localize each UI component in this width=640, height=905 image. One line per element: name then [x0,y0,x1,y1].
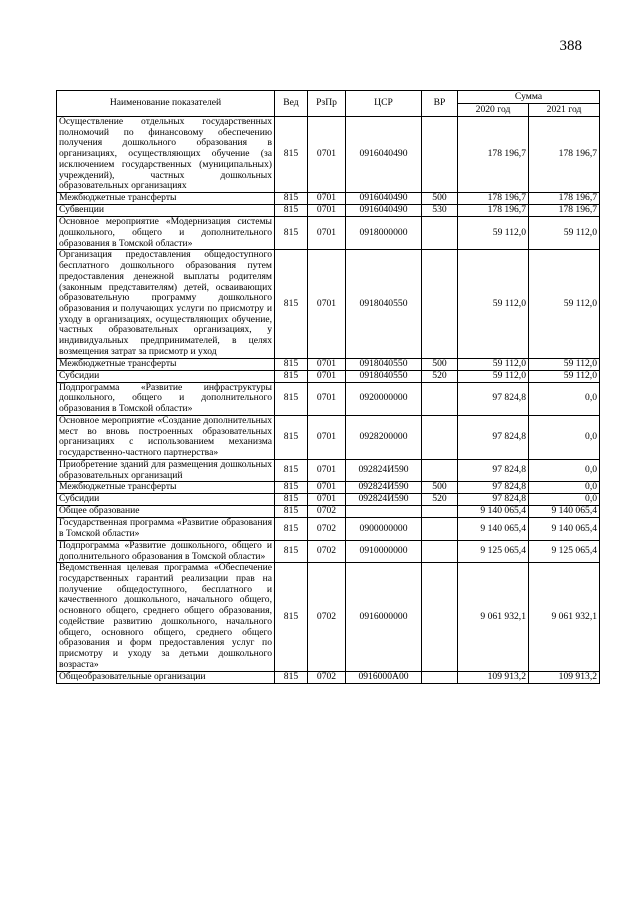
header-vr: ВР [422,91,458,117]
cell-name: Межбюджетные трансферты [57,358,275,370]
table-row [57,415,600,459]
cell-y2020: 59 112,0 [458,250,529,358]
cell-name: Общее образование [57,506,275,518]
cell-csr: 092824И590 [346,494,422,506]
cell-rzpr: 0702 [308,540,346,562]
cell-rzpr: 0701 [308,415,346,459]
cell-vr [422,459,458,481]
cell-y2021: 0,0 [529,382,600,415]
cell-rzpr: 0701 [308,217,346,250]
cell-vr [422,671,458,683]
cell-csr: 092824И590 [346,459,422,481]
table-row [57,459,600,481]
cell-csr: 0916000000 [346,563,422,671]
table-row [57,217,600,250]
cell-y2021: 0,0 [529,459,600,481]
header-name: Наименование показателей [57,91,275,117]
cell-vr [422,117,458,193]
cell-y2020: 97 824,8 [458,382,529,415]
table-row [57,518,600,540]
cell-ved: 815 [275,563,308,671]
cell-name: Государственная программа «Развитие образования в Томской области» [57,518,275,540]
cell-ved: 815 [275,382,308,415]
cell-rzpr: 0702 [308,563,346,671]
page-number: 388 [559,38,582,54]
cell-y2021: 109 913,2 [529,671,600,683]
cell-csr: 0920000000 [346,382,422,415]
cell-y2021: 59 112,0 [529,370,600,382]
header-sum: Сумма [458,91,600,104]
cell-name: Ведомственная целевая программа «Обеспечение государственных гарантий реализации прав на получение общедоступного, бесплатного и качественного дошкольного, начального общего, основного общего, среднего общего образования, содействие развитию дошкольного, начального общего, основного общего, среднего общего образования и форм предоставления услуг по присмотру и уходу за детьми дошкольного возраста» [57,563,275,671]
cell-rzpr: 0701 [308,117,346,193]
cell-y2020: 97 824,8 [458,459,529,481]
cell-csr: 0916040490 [346,117,422,193]
cell-csr: 0928200000 [346,415,422,459]
cell-vr: 520 [422,494,458,506]
cell-y2020: 178 196,7 [458,117,529,193]
cell-csr: 0918040550 [346,250,422,358]
table-row [57,370,600,382]
cell-y2021: 9 140 065,4 [529,506,600,518]
cell-vr [422,540,458,562]
header-2020: 2020 год [458,104,529,117]
table-row [57,506,600,518]
cell-vr [422,563,458,671]
cell-csr: 0900000000 [346,518,422,540]
cell-rzpr: 0701 [308,370,346,382]
cell-vr [422,415,458,459]
cell-y2021: 9 125 065,4 [529,540,600,562]
cell-y2020: 59 112,0 [458,370,529,382]
cell-y2020: 97 824,8 [458,482,529,494]
table-row [57,117,600,193]
cell-ved: 815 [275,415,308,459]
cell-ved: 815 [275,250,308,358]
table-row [57,540,600,562]
header-ved: Вед [275,91,308,117]
header-2021: 2021 год [529,104,600,117]
cell-y2021: 9 061 932,1 [529,563,600,671]
header-rzpr: РзПр [308,91,346,117]
cell-ved: 815 [275,205,308,217]
cell-y2021: 9 140 065,4 [529,518,600,540]
cell-y2021: 178 196,7 [529,205,600,217]
cell-y2020: 178 196,7 [458,205,529,217]
cell-y2020: 59 112,0 [458,358,529,370]
cell-name: Приобретение зданий для размещения дошкольных образовательных организаций [57,459,275,481]
table-row [57,382,600,415]
table-row [57,563,600,671]
cell-ved: 815 [275,540,308,562]
cell-name: Субсидии [57,494,275,506]
cell-y2021: 0,0 [529,415,600,459]
cell-ved: 815 [275,370,308,382]
cell-csr [346,506,422,518]
cell-vr: 530 [422,205,458,217]
cell-ved: 815 [275,482,308,494]
cell-vr [422,217,458,250]
cell-y2021: 178 196,7 [529,193,600,205]
cell-y2020: 109 913,2 [458,671,529,683]
cell-ved: 815 [275,117,308,193]
cell-rzpr: 0701 [308,382,346,415]
table-row [57,482,600,494]
cell-csr: 0918000000 [346,217,422,250]
cell-rzpr: 0701 [308,459,346,481]
table-body [57,117,600,684]
cell-rzpr: 0702 [308,506,346,518]
table-row [57,193,600,205]
cell-name: Общеобразовательные организации [57,671,275,683]
cell-name: Подпрограмма «Развитие дошкольного, общего и дополнительного образования в Томской области» [57,540,275,562]
cell-csr: 0918040550 [346,358,422,370]
cell-y2021: 59 112,0 [529,217,600,250]
cell-csr: 0916040490 [346,193,422,205]
cell-name: Основное мероприятие «Создание дополнительных мест во вновь построенных образовательных организациях с использованием механизма государственно-частного партнерства» [57,415,275,459]
cell-rzpr: 0702 [308,518,346,540]
cell-rzpr: 0701 [308,250,346,358]
cell-y2021: 59 112,0 [529,250,600,358]
cell-csr: 0918040550 [346,370,422,382]
cell-rzpr: 0701 [308,193,346,205]
cell-rzpr: 0701 [308,494,346,506]
cell-rzpr: 0701 [308,205,346,217]
cell-y2021: 0,0 [529,482,600,494]
cell-vr [422,518,458,540]
cell-rzpr: 0702 [308,671,346,683]
cell-csr: 0910000000 [346,540,422,562]
table-row [57,205,600,217]
cell-vr [422,250,458,358]
cell-vr [422,382,458,415]
cell-ved: 815 [275,459,308,481]
cell-ved: 815 [275,518,308,540]
cell-name: Основное мероприятие «Модернизация системы дошкольного, общего и дополнительного образования в Томской области» [57,217,275,250]
cell-y2020: 9 140 065,4 [458,518,529,540]
cell-y2020: 9 140 065,4 [458,506,529,518]
cell-y2020: 178 196,7 [458,193,529,205]
cell-name: Организация предоставления общедоступного бесплатного дошкольного образования путем предоставления денежной выплаты родителям (законным представителям) детей, осваивающих образовательную программу дошкольного образования и получающих услуги по присмотру и уходу в организациях, осуществляющих обучение, частных образовательных организациях, у индивидуальных предпринимателей, в целях возмещения затрат за присмотр и уход [57,250,275,358]
cell-name: Субсидии [57,370,275,382]
cell-name: Межбюджетные трансферты [57,193,275,205]
cell-y2020: 9 125 065,4 [458,540,529,562]
cell-csr: 092824И590 [346,482,422,494]
cell-name: Осуществление отдельных государственных полномочий по финансовому обеспечению получения дошкольного образования в организациях, осуществляющих обучение (за исключением государственных (муниципальных) учреждений), частных дошкольных образовательных организациях [57,117,275,193]
cell-vr: 500 [422,358,458,370]
table-row [57,358,600,370]
cell-y2020: 9 061 932,1 [458,563,529,671]
cell-y2021: 0,0 [529,494,600,506]
cell-rzpr: 0701 [308,358,346,370]
cell-csr: 0916040490 [346,205,422,217]
cell-ved: 815 [275,494,308,506]
cell-name: Межбюджетные трансферты [57,482,275,494]
table-row [57,494,600,506]
cell-vr: 500 [422,193,458,205]
cell-vr: 500 [422,482,458,494]
table-row [57,671,600,683]
budget-table [56,90,600,684]
cell-ved: 815 [275,193,308,205]
cell-y2020: 59 112,0 [458,217,529,250]
cell-rzpr: 0701 [308,482,346,494]
cell-ved: 815 [275,217,308,250]
cell-vr [422,506,458,518]
cell-name: Субвенции [57,205,275,217]
cell-vr: 520 [422,370,458,382]
table-row [57,250,600,358]
cell-y2021: 178 196,7 [529,117,600,193]
cell-name: Подпрограмма «Развитие инфраструктуры дошкольного, общего и дополнительного образования в Томской области» [57,382,275,415]
cell-ved: 815 [275,358,308,370]
header-csr: ЦСР [346,91,422,117]
cell-y2020: 97 824,8 [458,494,529,506]
cell-ved: 815 [275,671,308,683]
cell-y2021: 59 112,0 [529,358,600,370]
cell-csr: 0916000А00 [346,671,422,683]
cell-y2020: 97 824,8 [458,415,529,459]
cell-ved: 815 [275,506,308,518]
